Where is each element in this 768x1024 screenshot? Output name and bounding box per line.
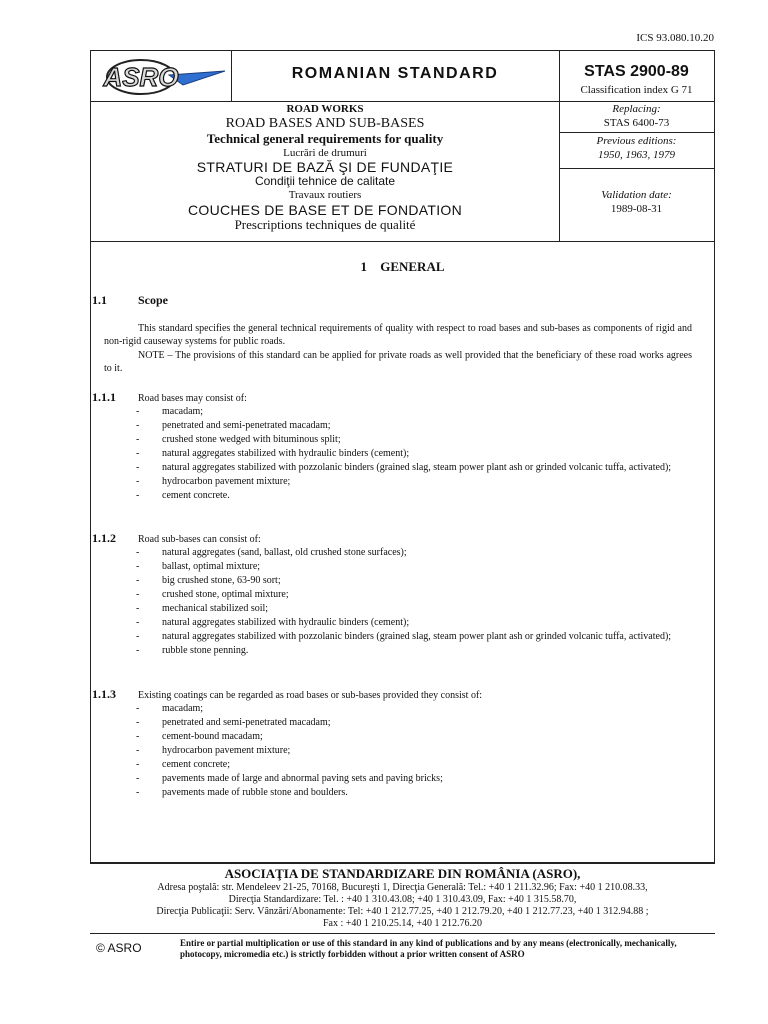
previous-editions-cell: [559, 135, 714, 163]
list-item: - mechanical stabilized soil;: [136, 603, 269, 614]
title-en: ROAD BASES AND SUB-BASES: [225, 115, 425, 131]
stas-number: STAS 2900-89: [584, 63, 689, 80]
s113-heading: [92, 687, 482, 702]
s113-intro: Existing coatings can be regarded as road bases or sub-bases provided they consist of:: [138, 690, 483, 701]
classification-index: Classification index G 71: [580, 84, 693, 96]
list-item: - hydrocarbon pavement mixture;: [136, 476, 291, 487]
legal-notice: Entire or partial multiplication or use of this standard in any kind of publications and by any means (electronically, mechanically, photocopy, micromedia etc.) is strictly forbidden without a prior written consent of ASRO: [180, 938, 677, 959]
scope-note: NOTE – The provisions of this standard can be applied for private roads as well provided that the beneficiary of these road works agrees to it.: [104, 350, 692, 374]
list-item: - penetrated and semi-penetrated macadam;: [136, 717, 331, 728]
s111-heading: [92, 390, 247, 405]
subtitle-ro: Condiţii tehnice de calitate: [254, 174, 396, 189]
list-item: - macadam;: [136, 406, 204, 417]
validation-label: Validation date:: [601, 189, 672, 201]
title-fr: COUCHES DE BASE ET DE FONDATION: [187, 201, 463, 218]
replacing-label: Replacing:: [612, 103, 661, 115]
list-item: - pavements made of large and abnormal paving sets and paving bricks;: [136, 773, 443, 784]
s112-heading: [92, 531, 261, 546]
header-block: [90, 50, 715, 242]
footer-org: ASOCIAŢIA DE STANDARDIZARE DIN ROMÂNIA (ASRO),: [224, 866, 581, 881]
asro-logo: [99, 55, 227, 97]
footer-line-4: Fax : +40 1 210.25.14, +40 1 212.76.20: [322, 918, 483, 929]
list-item: - ballast, optimal mixture;: [136, 561, 261, 572]
subtitle-fr: Prescriptions techniques de qualité: [234, 216, 416, 232]
previous-editions-value: 1950, 1963, 1979: [598, 148, 675, 161]
previous-editions-label: Previous editions:: [596, 135, 677, 147]
list-item: - rubble stone penning.: [136, 645, 249, 656]
list-item: - natural aggregates stabilized with pozzolanic binders (grained slag, steam power plant ash or grinded volcanic tuffa, activated);: [136, 631, 672, 642]
list-item: - crushed stone wedged with bituminous split;: [136, 434, 341, 445]
section-general-heading: 1 GENERAL: [360, 259, 445, 274]
s111-number: 1.1.1: [92, 390, 116, 404]
road-works-label: ROAD WORKS: [286, 103, 364, 115]
footer-line-2: Direcţia Standardizare: Tel. : +40 1 310.43.08; +40 1 310.43.09, Fax: +40 1 315.58.70,: [228, 894, 577, 905]
s113-list: [136, 702, 696, 800]
validation-cell: [559, 189, 714, 217]
list-item: - natural aggregates stabilized with pozzolanic binders (grained slag, steam power plant ash or grinded volcanic tuffa, activated);: [136, 462, 672, 473]
s111-list: [136, 405, 696, 503]
list-item: - hydrocarbon pavement mixture;: [136, 745, 291, 756]
list-item: - crushed stone, optimal mixture;: [136, 589, 289, 600]
list-item: - pavements made of rubble stone and boulders.: [136, 787, 348, 798]
validation-value: 1989-08-31: [610, 202, 663, 215]
title-ro: STRATURI DE BAZĂ ŞI DE FUNDAŢIE: [196, 159, 454, 176]
list-item: - cement-bound macadam;: [136, 731, 263, 742]
copyright-notice: © ASRO: [96, 941, 142, 955]
subtitle-en: Technical general requirements for quality: [206, 130, 444, 146]
list-item: - cement concrete;: [136, 759, 231, 770]
list-item: - cement concrete.: [136, 490, 230, 501]
s113-number: 1.1.3: [92, 687, 116, 701]
ro-small: Lucrări de drumuri: [283, 146, 367, 159]
footer-line-1: Adresa poştală: str. Mendeleev 21-25, 70168, Bucureşti 1, Direcţia Generală: Tel.: +40 1 211.32.96; Fax: +40 1 210.08.33,: [157, 882, 648, 893]
s112-intro: Road sub-bases can consist of:: [138, 534, 261, 545]
fr-small: Travaux routiers: [288, 189, 362, 202]
footer-line-3: Direcţia Publicaţii: Serv. Vânzări/Abonamente: Tel: +40 1 212.77.25, +40 1 212.79.20, +40 1 212.77.23, +40 1 312.94.88 ;: [156, 906, 649, 917]
list-item: - natural aggregates stabilized with hydraulic binders (cement);: [136, 448, 410, 459]
title-block: [91, 103, 559, 233]
s111-intro: Road bases may consist of:: [138, 393, 247, 404]
replacing-value: STAS 6400-73: [603, 116, 670, 129]
logo-text: ASRO: [103, 62, 179, 92]
list-item: - macadam;: [136, 703, 204, 714]
scope-paragraph: This standard specifies the general technical requirements of quality with respect to road bases and sub-bases as components of rigid and non-rigid causeway systems for public roads.: [104, 323, 692, 347]
scope-number: 1.1: [92, 293, 107, 307]
ics-code: ICS 93.080.10.20: [636, 32, 714, 44]
s112-list: [136, 546, 696, 658]
s112-number: 1.1.2: [92, 531, 116, 545]
scope-title: Scope: [138, 293, 168, 307]
list-item: - natural aggregates stabilized with hydraulic binders (cement);: [136, 617, 410, 628]
standard-title: ROMANIAN STANDARD: [291, 65, 499, 82]
footer-address-block: [90, 866, 715, 930]
list-item: - natural aggregates (sand, ballast, old crushed stone surfaces);: [136, 547, 407, 558]
replacing-cell: [559, 103, 714, 131]
list-item: - penetrated and semi-penetrated macadam;: [136, 420, 331, 431]
list-item: - big crushed stone, 63-90 sort;: [136, 575, 281, 586]
